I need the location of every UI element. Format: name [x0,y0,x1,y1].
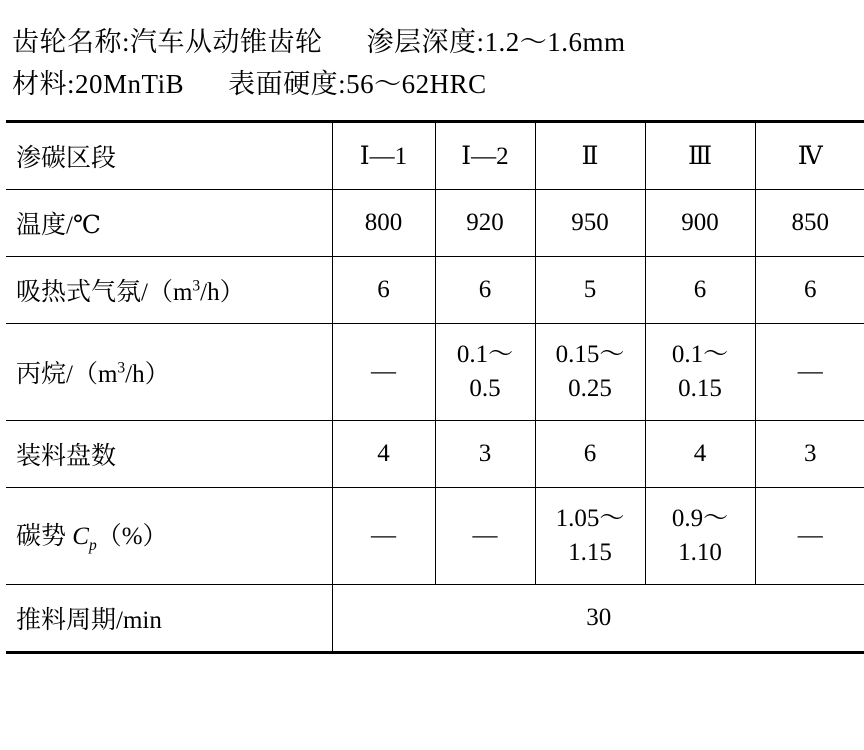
gear-name-value: 汽车从动锥齿轮 [130,27,323,57]
row-label-carbon-potential [6,487,332,584]
column-header-IV: Ⅳ [755,121,864,189]
cell-propane-2 [435,323,535,420]
row-label-endothermic-atmosphere [6,256,332,323]
label-post-carbon: （%） [96,523,168,551]
case-depth-value: 1.2～1.6mm [484,27,626,57]
cell-atmosphere-2: 6 [435,256,535,323]
table-row-endothermic-atmosphere [6,256,864,323]
cell-tray-3: 6 [535,420,645,487]
cell-carbon-4-line2: 1.10 [678,538,722,566]
column-header-I-1: Ⅰ—1 [332,121,435,189]
cell-tray-2: 3 [435,420,535,487]
column-header-I-2: Ⅰ—2 [435,121,535,189]
cell-carbon-4 [645,487,755,584]
cell-atmosphere-5: 6 [755,256,864,323]
cell-propane-4-line2: 0.15 [678,374,722,402]
material-label: 材料: [12,68,76,99]
table-header-row [6,121,864,189]
header-block [0,0,864,106]
header-line-1 [12,22,864,64]
row-label-tray-count: 装料盘数 [6,420,332,487]
cell-propane-1: — [332,323,435,420]
column-header-III: Ⅲ [645,121,755,189]
cell-propane-3 [535,323,645,420]
cell-atmosphere-1: 6 [332,256,435,323]
cell-carbon-3-line1: 1.05～ [555,504,625,532]
label-pre-propane: 丙烷/（m [16,360,118,388]
cell-propane-4-line1: 0.1～ [671,340,729,368]
cell-carbon-1: — [332,487,435,584]
cell-propane-2-line2: 0.5 [469,374,501,402]
header-line-2 [12,64,864,106]
cell-propane-5: — [755,323,864,420]
cell-temperature-4: 900 [645,189,755,256]
cell-propane-2-line1: 0.1～ [456,340,514,368]
label-subscript-carbon: p [88,537,97,555]
cell-temperature-1: 800 [332,189,435,256]
cell-carbon-5: — [755,487,864,584]
table-row-carbon-potential [6,487,864,584]
cell-tray-1: 4 [332,420,435,487]
case-depth-label: 渗层深度: [366,27,485,57]
surface-hardness-value: 56～62HRC [346,68,487,99]
cell-propane-3-line2: 0.25 [568,374,612,402]
surface-hardness-label: 表面硬度: [228,68,347,99]
label-post-propane: /h） [125,360,170,388]
carburizing-parameters-table [6,120,864,654]
label-symbol-carbon: C [72,523,89,551]
cell-atmosphere-3: 5 [535,256,645,323]
cell-tray-5: 3 [755,420,864,487]
row-label-propane [6,323,332,420]
cell-propane-3-line1: 0.15～ [555,340,625,368]
table-row-tray-count [6,420,864,487]
row-label-temperature: 温度/℃ [6,189,332,256]
label-post-atmosphere: /h） [200,278,245,306]
material-value: 20MnTiB [75,68,185,99]
cell-atmosphere-4: 6 [645,256,755,323]
cell-temperature-3: 950 [535,189,645,256]
label-pre-carbon: 碳势 [16,523,73,551]
gear-name-label: 齿轮名称: [12,27,131,57]
cell-carbon-3 [535,487,645,584]
column-header-section: 渗碳区段 [6,121,332,189]
cell-carbon-2: — [435,487,535,584]
label-sup-propane: 3 [117,359,126,377]
cell-carbon-4-line1: 0.9～ [671,504,729,532]
cell-propane-4 [645,323,755,420]
column-header-II: Ⅱ [535,121,645,189]
table-row-push-cycle [6,584,864,652]
table-row-propane [6,323,864,420]
row-label-push-cycle: 推料周期/min [6,584,332,652]
cell-push-cycle-merged: 30 [332,584,864,652]
label-sup-atmosphere: 3 [192,277,201,295]
cell-carbon-3-line2: 1.15 [568,538,612,566]
label-pre-atmosphere: 吸热式气氛/（m [16,278,193,306]
cell-temperature-2: 920 [435,189,535,256]
cell-temperature-5: 850 [755,189,864,256]
table-row-temperature [6,189,864,256]
cell-tray-4: 4 [645,420,755,487]
